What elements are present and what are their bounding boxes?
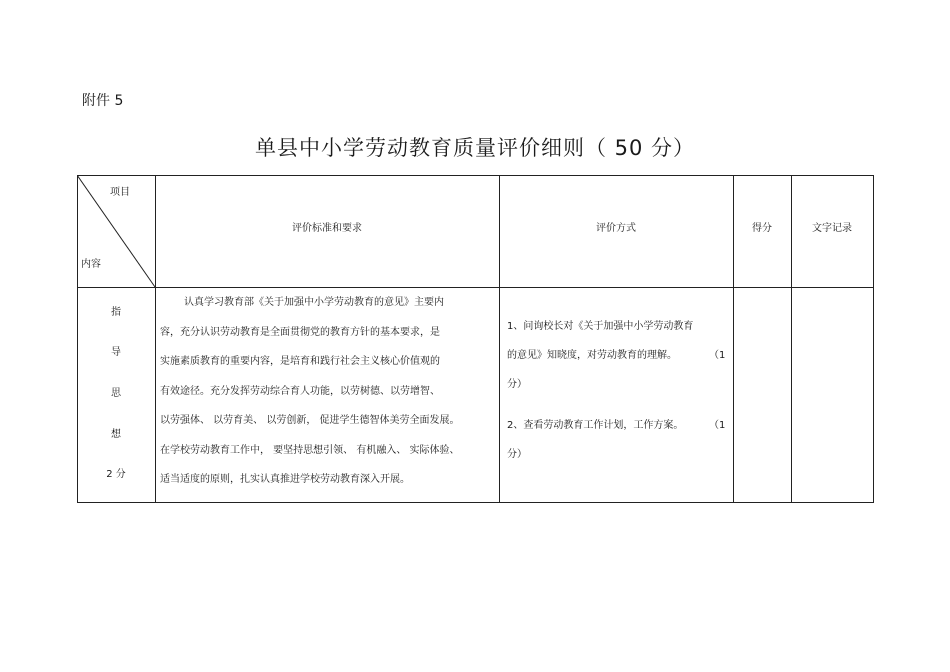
- table-border-bottom: [77, 502, 874, 503]
- method-line: 分）: [507, 449, 527, 460]
- header-score: 得分: [752, 223, 772, 234]
- method-line: 1、问询校长对《关于加强中小学劳动教育: [507, 321, 694, 332]
- header-diag-top: 项目: [110, 187, 130, 198]
- standard-line: 实施素质教育的重要内容，是培育和践行社会主义核心价值观的: [160, 356, 440, 367]
- evaluation-table: [77, 175, 874, 503]
- standard-line: 适当适度的原则，扎实认真推进学校劳动教育深入开展。: [160, 474, 410, 485]
- standard-line: 以劳强体、 以劳育美、 以劳创新， 促进学生德智体美劳全面发展。: [160, 415, 460, 426]
- category-char: 思: [111, 388, 121, 399]
- attachment-label: 附件 5: [82, 93, 124, 109]
- category-char: 想: [111, 429, 121, 440]
- table-border-right: [873, 175, 874, 503]
- header-record: 文字记录: [812, 223, 852, 234]
- header-method: 评价方式: [596, 223, 636, 234]
- standard-line: 有效途径。充分发挥劳动综合育人功能，以劳树德、以劳增智、: [160, 385, 440, 397]
- table-border-top: [77, 175, 874, 176]
- standard-text: [160, 288, 496, 495]
- method-line: 的意见》知晓度，对劳动教育的理解。: [507, 350, 677, 361]
- header-standard: 评价标准和要求: [292, 223, 362, 234]
- category-points: 2 分: [106, 469, 126, 480]
- method-line: 分）: [507, 379, 527, 390]
- category-char: 导: [111, 347, 121, 358]
- standard-line: 容，充分认识劳动教育是全面贯彻党的教育方针的基本要求，是: [160, 326, 440, 338]
- page-title: 单县中小学劳动教育质量评价细则（ 50 分）: [254, 136, 696, 160]
- header-diag-bottom: 内容: [81, 259, 101, 270]
- category-char: 指: [111, 307, 121, 318]
- method-points: （1: [709, 350, 726, 361]
- standard-line: 认真学习教育部《关于加强中小学劳动教育的意见》主要内: [184, 297, 444, 308]
- standard-line: 在学校劳动教育工作中， 要坚持思想引领、 有机融入、 实际体验、: [160, 444, 460, 456]
- method-line: 2、查看劳动教育工作计划，工作方案。: [507, 420, 684, 431]
- method-points: （1: [709, 420, 726, 431]
